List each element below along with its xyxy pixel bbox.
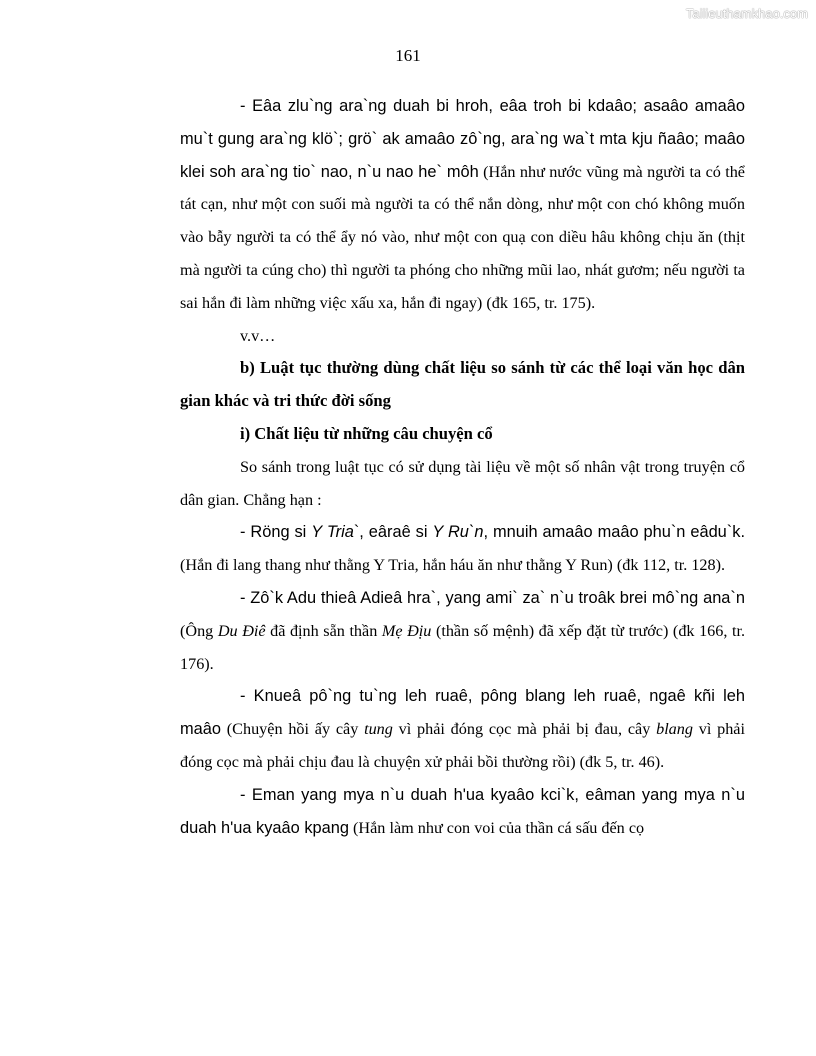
paragraph-example-4 <box>180 680 745 778</box>
paragraph-example-2 <box>180 516 745 582</box>
translation-text: (Chuyện hồi ấy cây tung vì phải đóng cọc mà phải bị đau, cây blang vì phải đóng cọc mà phải chịu đau là chuyện xử phải bồi thường rồi) (đk 5, tr. 46). <box>180 720 745 771</box>
paragraph-example-5 <box>180 779 745 845</box>
document-body <box>180 90 745 844</box>
watermark: Tailieuthamkhao.com <box>685 6 808 21</box>
ede-text: - Röng si Y Tria`, eâraê si Y Ru`n, mnuih amaâo maâo phu`n eâdu`k. <box>240 523 746 542</box>
ede-text: - Zô`k Adu thieâ Adieâ hra`, yang ami` za` n`u troâk brei mô`ng ana`n <box>240 588 745 607</box>
ede-text: - Knueâ pô`ng tu`ng leh ruaê, pông blang leh ruaê, ngaê kñi leh maâo <box>180 687 745 739</box>
paragraph-intro: So sánh trong luật tục có sử dụng tài liệu về một số nhân vật trong truyện cổ dân gian. Chẳng hạn : <box>180 457 745 509</box>
paragraph-example-3 <box>180 582 745 680</box>
translation-text: (Ông Du Điê đã định sẵn thần Mẹ Địu (thần số mệnh) đã xếp đặt từ trước) (đk 166, tr. 176). <box>180 621 746 673</box>
paragraph-example-1 <box>180 90 745 320</box>
ede-text: - Eâa zlu`ng ara`ng duah bi hroh, eâa troh bi kdaâo; asaâo amaâo mu`t gung ara`ng klö`; grö` ak amaâo zô`ng, ara`ng wa`t mta kju ñaâo; maâo klei soh ara`ng tio` nao, n`u nao he` môh <box>180 97 745 181</box>
translation-text: (Hắn như nước vũng mà người ta có thể tát cạn, như một con suối mà người ta có thể nắn dòng, như một con chó không muốn vào bẫy người ta có thể ẩy nó vào, như một con quạ con diều hâu không chịu ăn (thịt mà người ta cúng cho) thì người ta phóng cho những mũi lao, nhát gươm; nếu người ta sai hắn đi làm những việc xấu xa, hắn đi ngay) (đk 165, tr. 175). <box>180 162 745 312</box>
paragraph-etc: v.v… <box>240 326 276 345</box>
translation-text: (Hắn đi lang thang như thằng Y Tria, hắn háu ăn như thằng Y Run) (đk 112, tr. 128). <box>180 556 726 575</box>
translation-text: (Hắn làm như con voi của thần cá sấu đến cọ <box>349 818 645 837</box>
section-heading-b: b) Luật tục thường dùng chất liệu so sánh từ các thể loại văn học dân gian khác và tri thức đời sống <box>180 358 745 411</box>
ede-text: - Eman yang mya n`u duah h'ua kyaâo kci`k, eâman yang mya n`u duah h'ua kyaâo kpang <box>180 785 745 837</box>
page-number: 161 <box>395 46 421 65</box>
subsection-heading-i: i) Chất liệu từ những câu chuyện cổ <box>240 423 493 443</box>
